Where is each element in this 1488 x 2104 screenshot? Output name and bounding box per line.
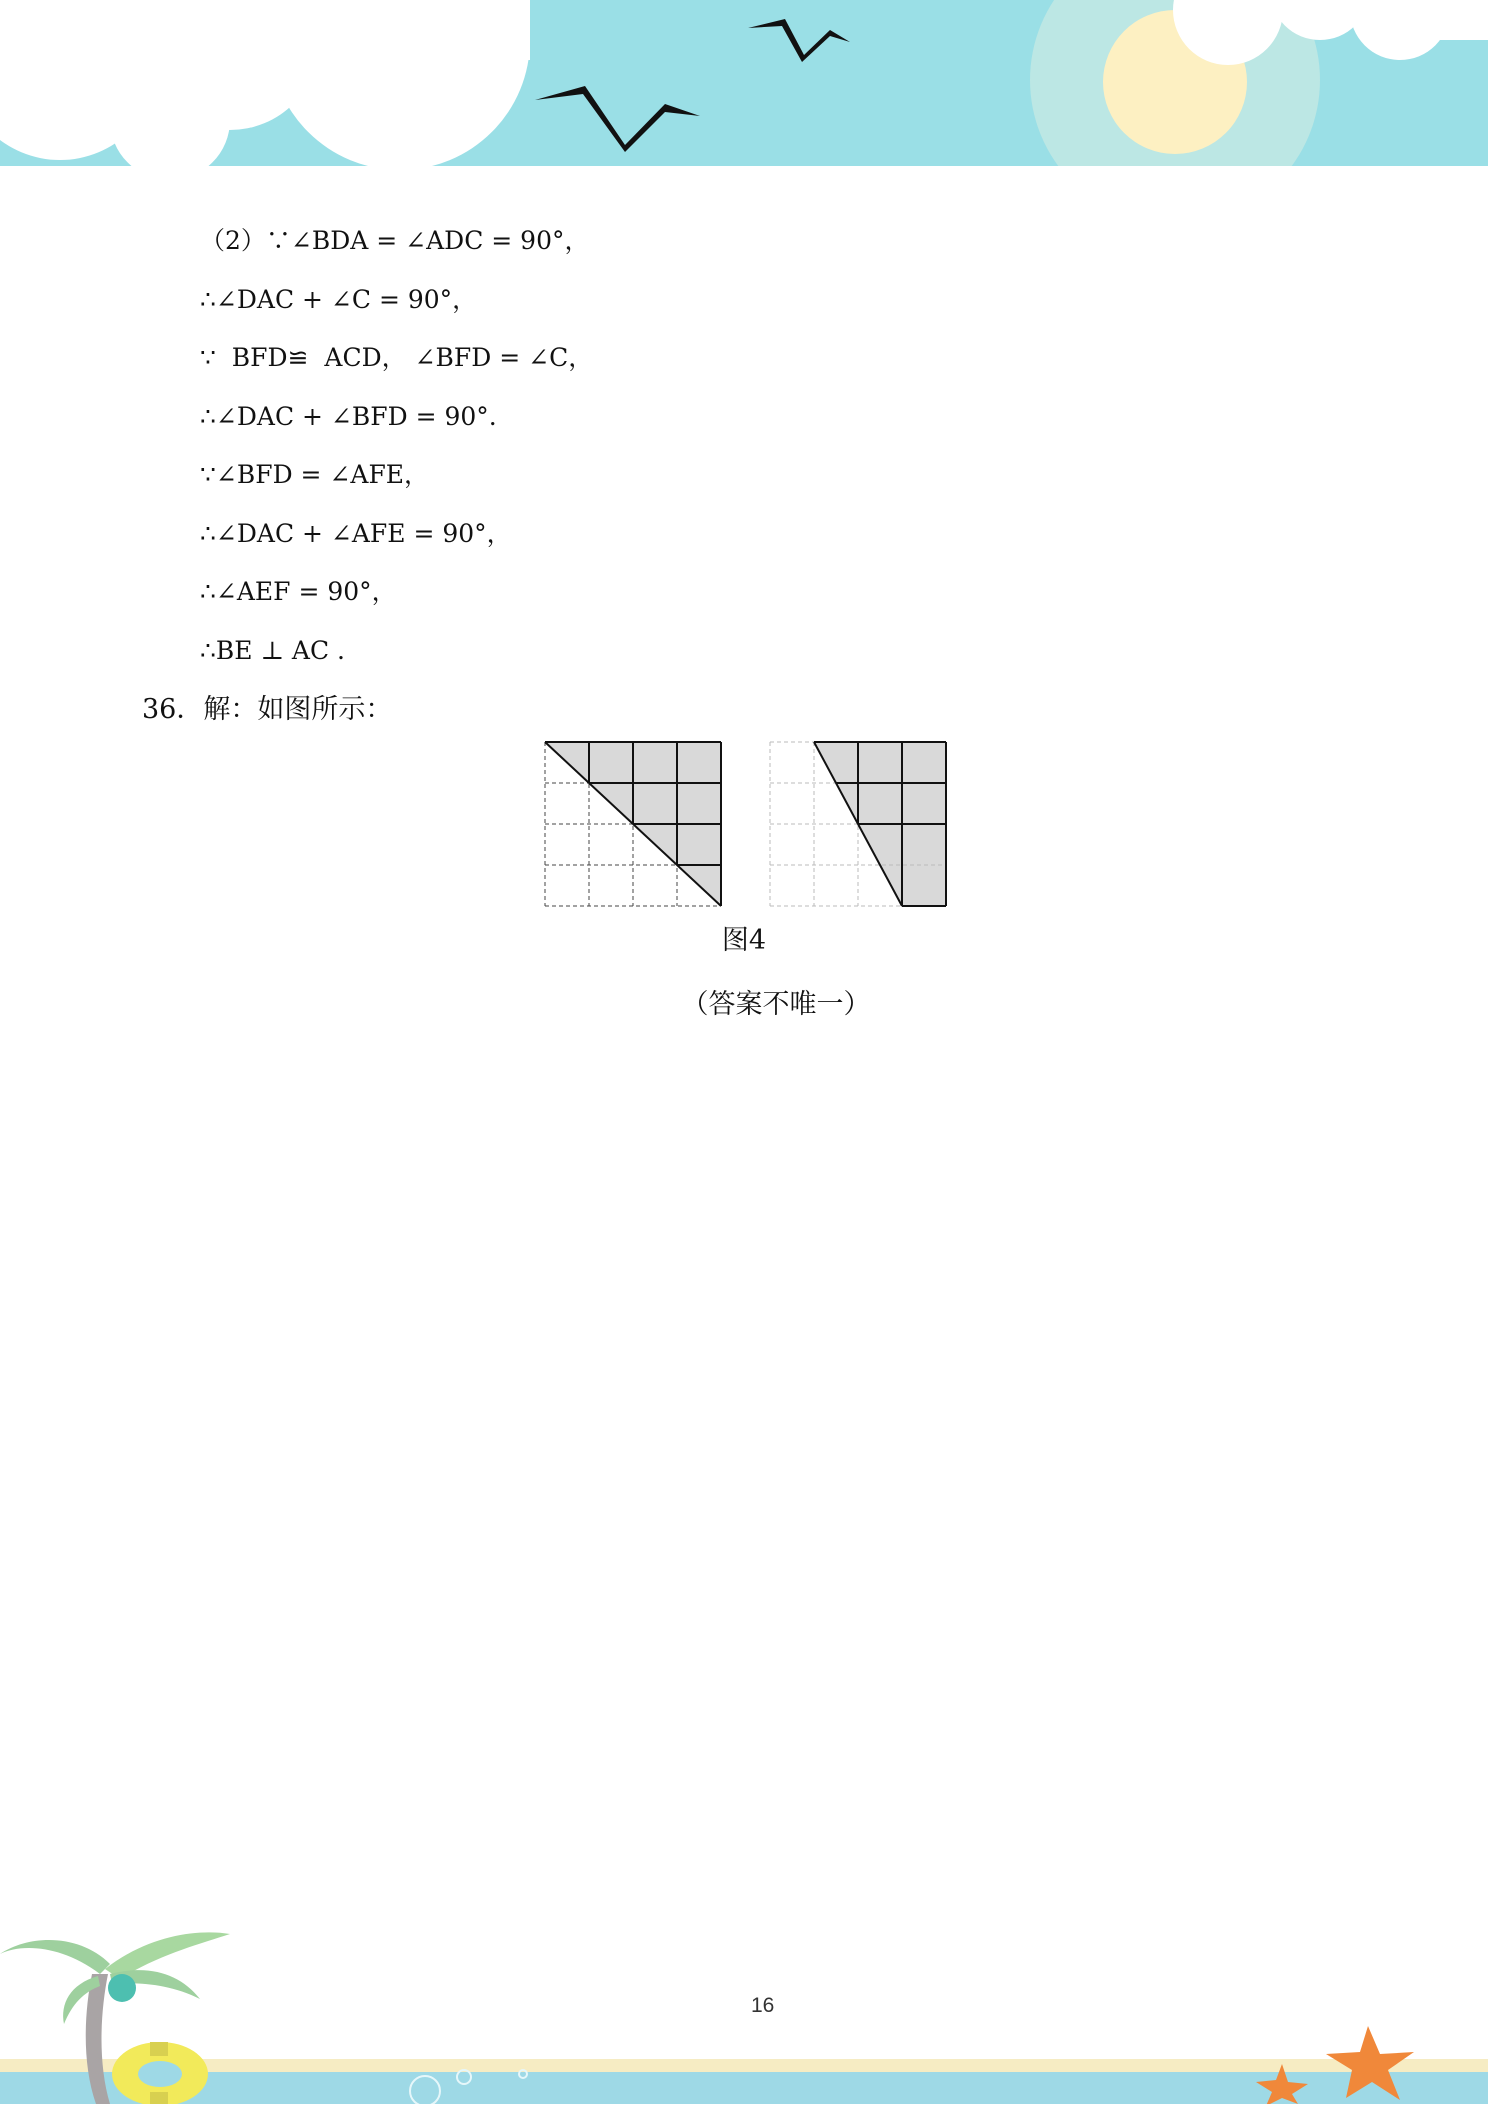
proof-line: ∴∠DAC + ∠AFE = 90°， [200,518,512,548]
proof-line: ∵ BFD≌ ACD， ∠BFD = ∠C， [200,343,594,372]
life-ring-icon [112,2042,208,2104]
page-number: 16 [751,1994,775,2017]
proof-block [200,220,593,688]
header-banner [0,0,1488,166]
proof-line: （2）∵∠BDA = ∠ADC = 90°， [200,226,590,255]
grid-figure [540,738,960,913]
left-grid [545,742,721,906]
proof-line: ∴∠DAC + ∠C = 90°， [200,284,478,314]
question-36-label: 36．解：如图所示： [142,694,393,725]
footer-beach [0,1914,1488,2104]
proof-line: ∴∠AEF = 90°， [200,577,397,606]
proof-line: ∵∠BFD = ∠AFE， [200,460,430,489]
proof-line: ∴∠DAC + ∠BFD = 90°. [200,401,497,431]
proof-line: ∴BE ⊥ AC . [200,635,346,665]
right-grid [770,742,946,906]
